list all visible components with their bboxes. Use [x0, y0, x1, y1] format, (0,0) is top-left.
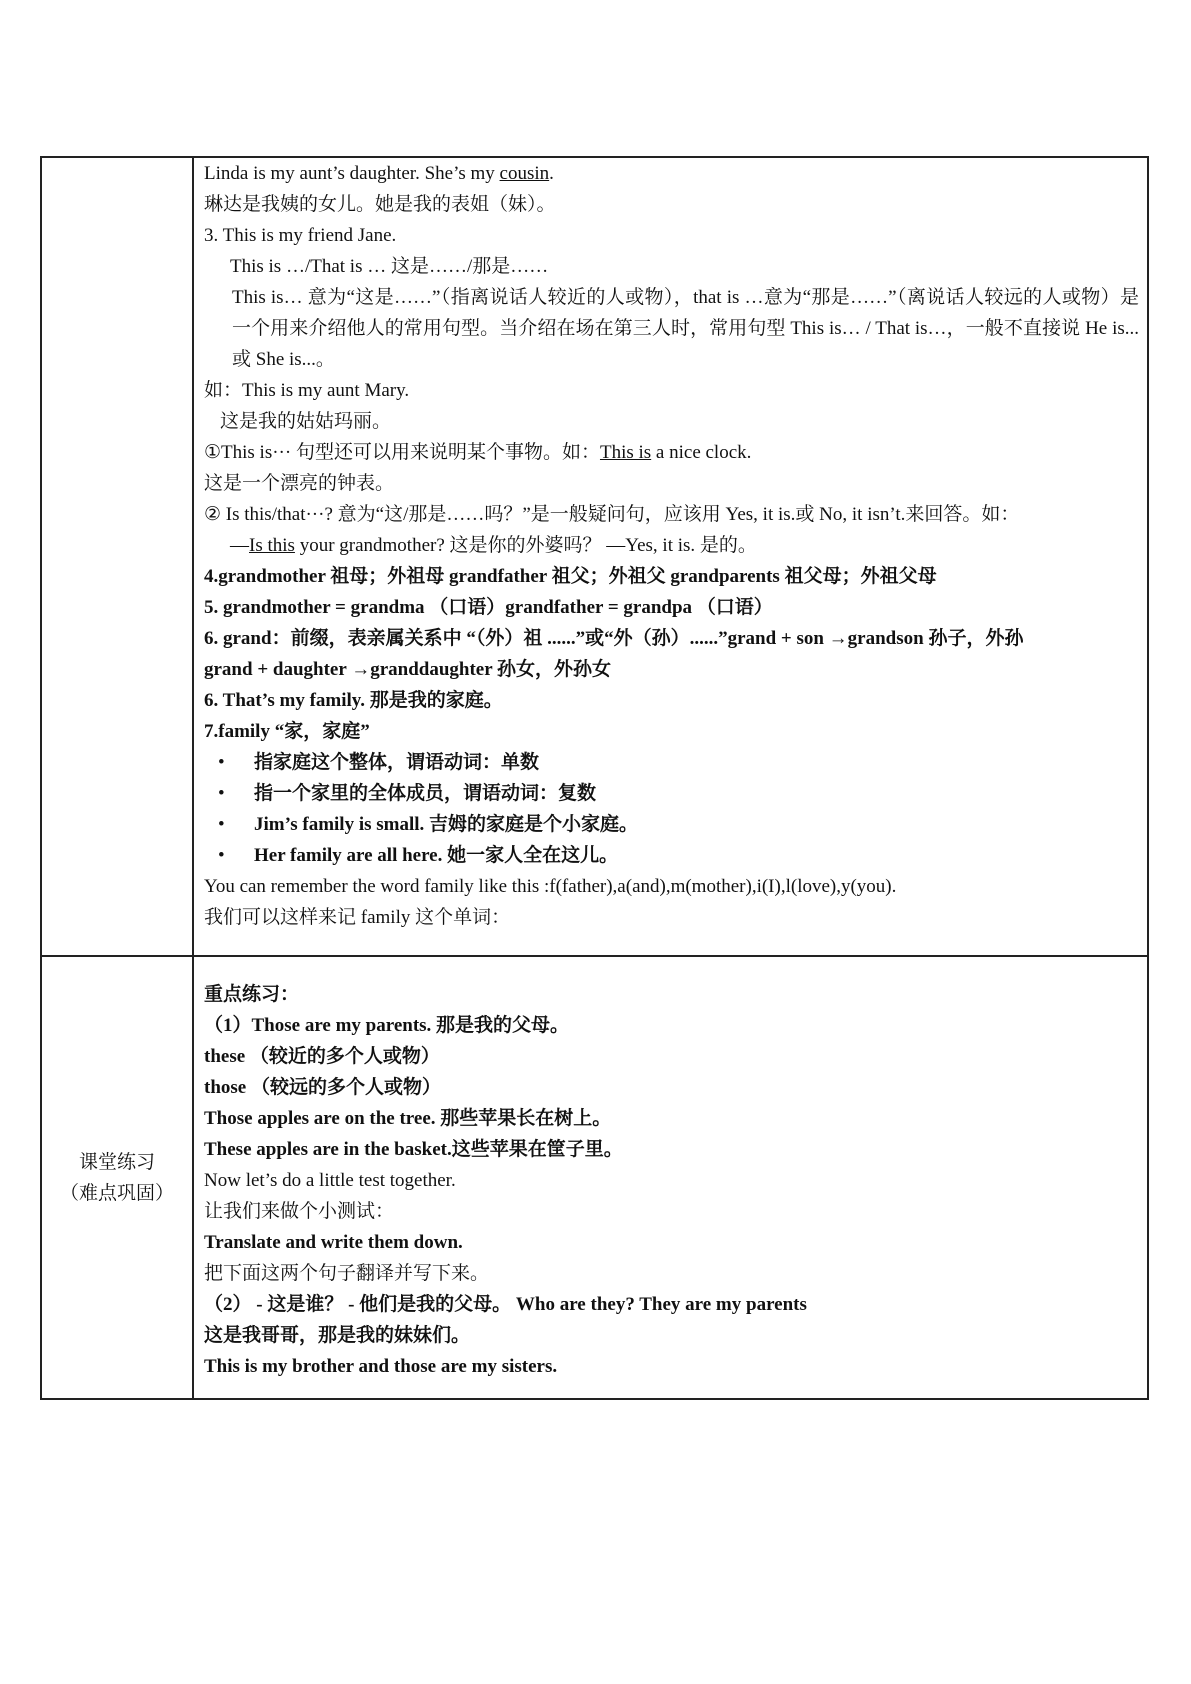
bullet-text: 指一个家里的全体成员，谓语动词：复数 — [254, 783, 597, 804]
bullet-icon: • — [218, 814, 225, 835]
bullet-text: 指家庭这个整体，谓语动词：单数 — [254, 752, 540, 773]
text-line: Now let’s do a little test together. — [204, 1170, 456, 1191]
section-heading: 重点练习： — [204, 984, 300, 1005]
text-line: 这是我的姑姑玛丽。 — [220, 411, 392, 432]
row-label-cell — [42, 158, 194, 955]
text-segment: Linda is my aunt’s daughter. She’s my — [204, 163, 500, 184]
row-sublabel: （难点巩固） — [59, 1182, 174, 1204]
bullet-icon: • — [218, 783, 225, 804]
text-segment: ①This is··· 句型还可以用来说明某个事物。如： — [204, 442, 600, 463]
text-line: （1）Those are my parents. 那是我的父母。 — [204, 1015, 570, 1036]
text-line: those （较远的多个人或物） — [204, 1077, 441, 1098]
text-segment: a nice clock. — [651, 442, 752, 463]
text-line — [204, 437, 1139, 468]
text-line: This is my brother and those are my sisters. — [204, 1356, 558, 1377]
bullet-item — [204, 840, 1139, 871]
paragraph: This is… 意为“这是……”（指离说话人较近的人或物），that is …意为“那是……”（离说话人较远的人或物）是一个用来介绍他人的常用句型。当介绍在场在第三人时，常用句型 This is… / That is…，一般不直接说 He is...或 She is...。 — [232, 287, 1139, 370]
bullet-item — [204, 809, 1139, 840]
bullet-text: Her family are all here. 她一家人全在这儿。 — [254, 845, 619, 866]
text-line: 6. That’s my family. 那是我的家庭。 — [204, 690, 503, 711]
underlined-word: cousin — [499, 163, 550, 184]
text-segment: — — [230, 535, 249, 556]
text-line: 4.grandmother 祖母；外祖母 grandfather 祖父；外祖父 grandparents 祖父母；外祖父母 — [204, 566, 937, 587]
text-line: grand + daughter →granddaughter 孙女，外孙女 — [204, 659, 612, 680]
row-label: 课堂练习 — [78, 1151, 155, 1173]
row-label-cell — [42, 957, 194, 1398]
text-line: This is …/That is … 这是……/那是…… — [230, 256, 549, 277]
content-cell — [194, 158, 1147, 955]
text-line: 琳达是我姨的女儿。她是我的表姐（妹）。 — [204, 194, 556, 215]
bullet-item — [204, 778, 1139, 809]
content-cell — [194, 957, 1147, 1398]
text-line: These apples are in the basket.这些苹果在筐子里。 — [204, 1139, 623, 1160]
text-line — [204, 158, 1139, 189]
paragraph: 6. grand：前缀，表亲属关系中 “（外）祖 ......”或“外（孙）......”grand + son →grandson 孙子，外孙 — [204, 628, 1024, 649]
text-segment: your grandmother? 这是你的外婆吗？ —Yes, it is. 是的。 — [294, 535, 757, 556]
bullet-icon: • — [218, 752, 225, 773]
text-line: 这是一个漂亮的钟表。 — [204, 473, 395, 494]
underlined-phrase: Is this — [249, 535, 295, 556]
text-line: 我们可以这样来记 family 这个单词： — [204, 907, 511, 928]
text-line: Those apples are on the tree. 那些苹果长在树上。 — [204, 1108, 612, 1129]
underlined-phrase: This is — [599, 442, 652, 463]
text-line: 如：This is my aunt Mary. — [204, 380, 410, 401]
text-line: these （较近的多个人或物） — [204, 1046, 440, 1067]
bullet-icon: • — [218, 845, 225, 866]
table-row — [42, 158, 1147, 955]
text-line: （2） - 这是谁？ - 他们是我的父母。 Who are they? They are my parents — [204, 1294, 807, 1315]
bullet-text: Jim’s family is small. 吉姆的家庭是个小家庭。 — [254, 814, 639, 835]
text-line: 这是我哥哥，那是我的妹妹们。 — [204, 1325, 471, 1346]
text-line: You can remember the word family like this :f(father),a(and),m(mother),i(I),l(love),y(you). — [204, 876, 897, 897]
text-line — [204, 530, 1139, 561]
text-line: 把下面这两个句子翻译并写下来。 — [204, 1263, 490, 1284]
text-line: ② Is this/that···? 意为“这/那是……吗？”是一般疑问句，应该用 Yes, it is.或 No, it isn’t.来回答。如： — [204, 504, 1020, 525]
lesson-table — [40, 156, 1149, 1400]
text-line: 7.family “家，家庭” — [204, 721, 370, 742]
text-line: 5. grandmother = grandma （口语）grandfather = grandpa （口语） — [204, 597, 773, 618]
text-line: Translate and write them down. — [204, 1232, 463, 1253]
table-row — [42, 955, 1147, 1398]
text-segment: . — [549, 163, 554, 184]
text-line: 3. This is my friend Jane. — [204, 225, 397, 246]
text-line: 让我们来做个小测试： — [204, 1201, 395, 1222]
bullet-item — [204, 747, 1139, 778]
